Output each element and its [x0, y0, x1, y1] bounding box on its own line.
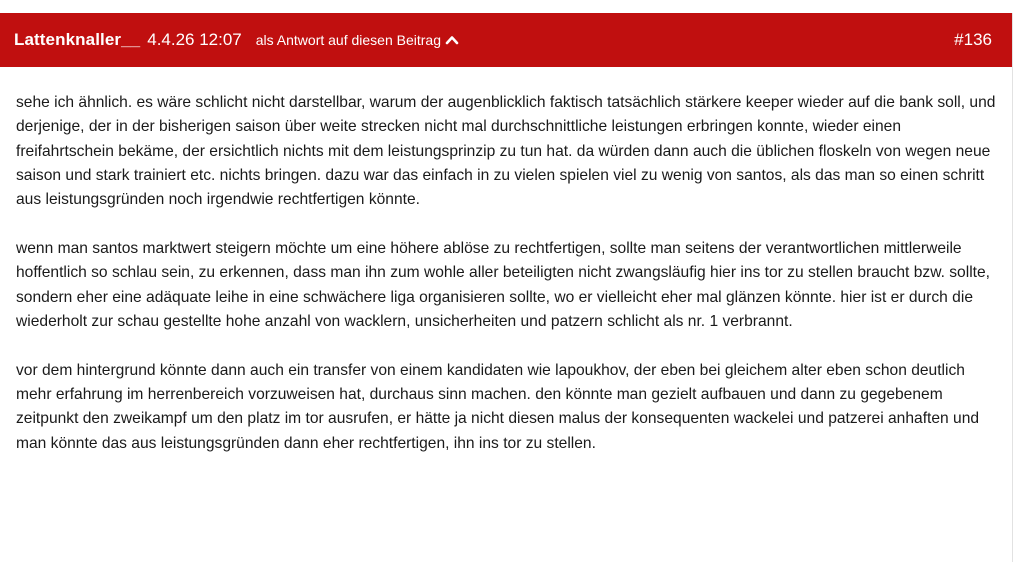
author-name[interactable]: Lattenknaller__	[14, 30, 141, 49]
forum-post	[0, 13, 1013, 562]
reply-link-label: als Antwort auf diesen Beitrag	[255, 32, 441, 48]
post-paragraph: vor dem hintergrund könnte dann auch ein transfer von einem kandidaten wie lapoukhov, der eben bei gleichem alter eben schon deutlich mehr erfahrung im herrenbereich vorzuweisen hat, durchaus sinn machen. den könnte man gezielt aufbauen und dann zu gegebenem zeitpunkt den zweikampf um den platz im tor ausrufen, er hätte ja nicht diesen malus der konsequenten wackelei und patzerei anhaften und man könnte das aus leistungsgründen dann eher rechtfertigen, ihn ins tor zu stellen.	[16, 361, 980, 452]
chevron-up-icon	[445, 33, 459, 47]
post-timestamp: 4.4.26 12:07	[147, 30, 242, 49]
post-paragraph: wenn man santos marktwert steigern möchte um eine höhere ablöse zu rechtfertigen, sollte man seitens der verantwortlichen mittlerweile hoffentlich so schlau sein, zu erkennen, dass man ihn zum wohle aller beteiligten nicht zwangsläufig hier ins tor zu stellen braucht bzw. sollte, sondern eher eine adäquate leihe in eine schwächere liga organisieren sollte, wo er vielleicht eher mal glänzen könnte. hier ist er durch die wiederholt zur schau gestellte hohe anzahl von wacklern, unsicherheiten und patzern schlicht als nr. 1 verbrannt.	[16, 239, 990, 330]
post-number[interactable]: #136	[954, 30, 992, 49]
post-header	[0, 13, 1012, 67]
post-body	[0, 67, 1012, 456]
reply-to-post-link[interactable]	[256, 32, 459, 48]
post-paragraph: sehe ich ähnlich. es wäre schlicht nicht darstellbar, warum der augenblicklich faktisch tatsächlich stärkere keeper wieder auf die bank soll, und derjenige, der in der bisherigen saison über weite strecken nicht mal durchschnittliche leistungen erbringen konnte, wieder einen freifahrtschein bekäme, der ersichtlich nichts mit dem leistungsprinzip zu tun hat. da würden dann auch die üblichen floskeln von wegen neue saison und stark trainiert etc. nichts bringen. dazu war das einfach in zu vielen spielen viel zu wenig von santos, als das man so einen schritt aus leistungsgründen noch irgendwie rechtfertigen könnte.	[16, 94, 996, 209]
